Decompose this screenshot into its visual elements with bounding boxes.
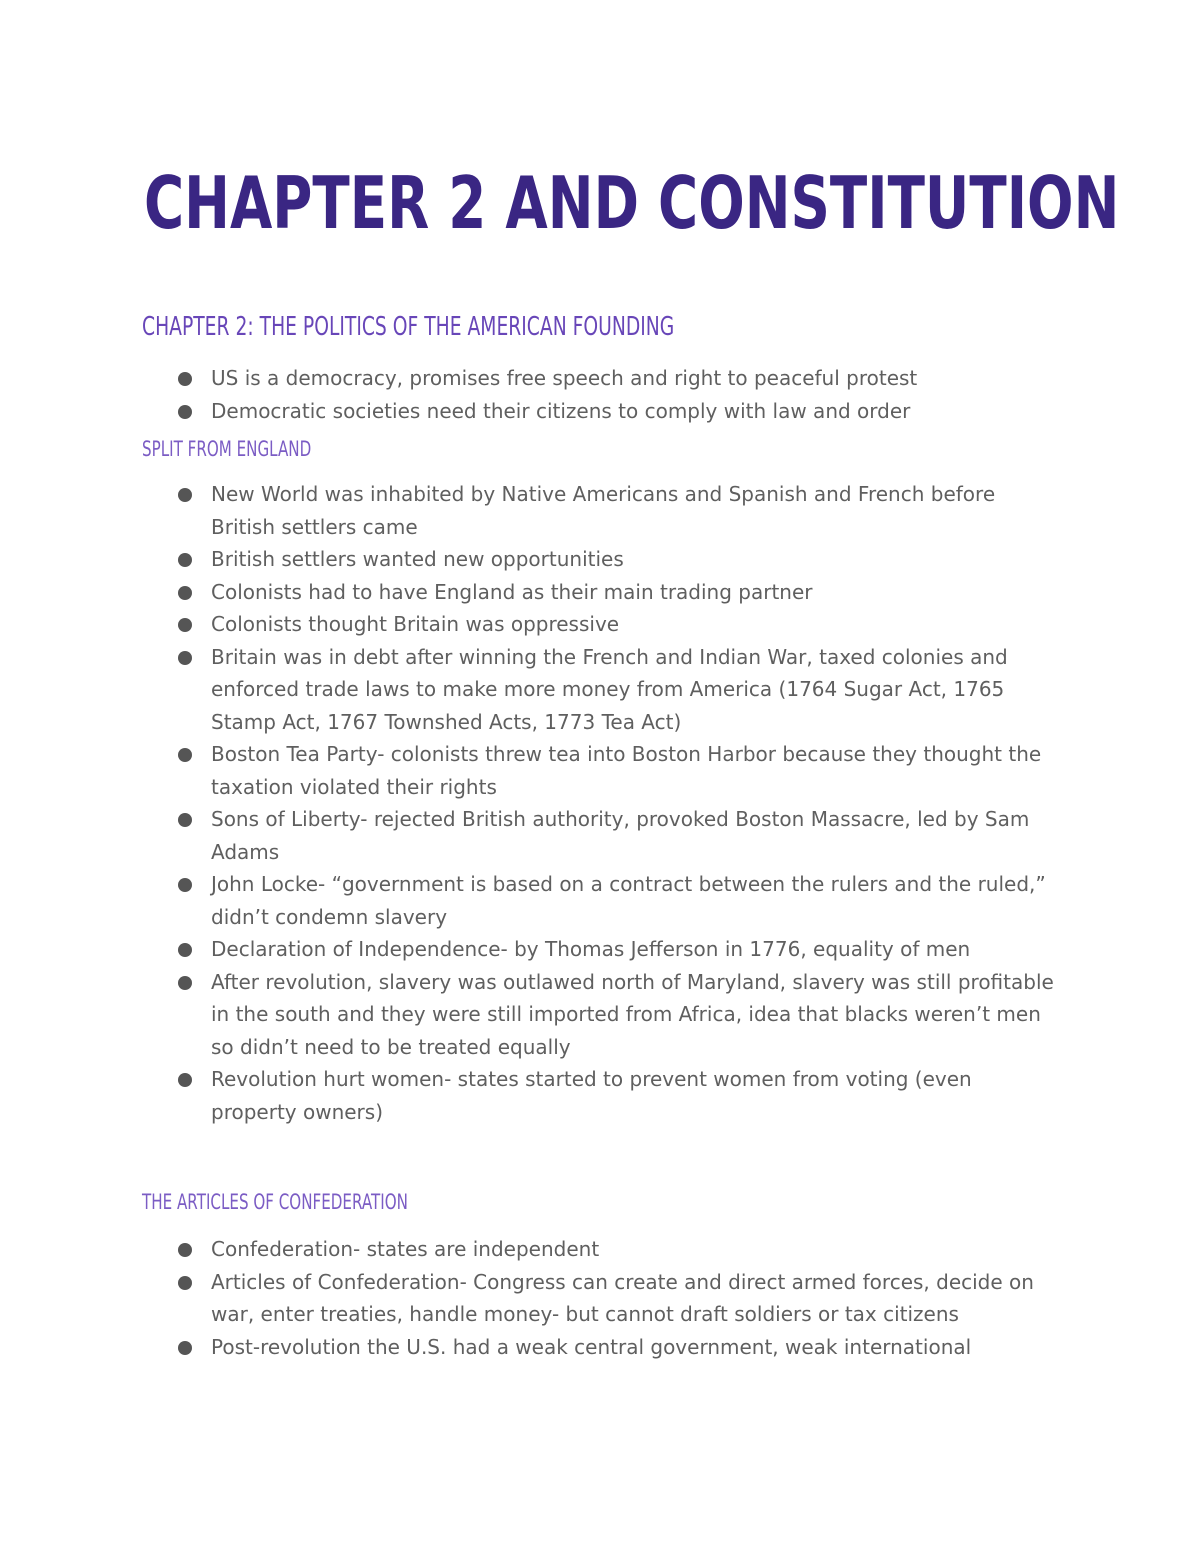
list-item: Colonists thought Britain was oppressive: [0, 608, 1061, 641]
list-item: Articles of Confederation- Congress can create and direct armed forces, decide on war, enter treaties, handle money- but cannot draft soldiers or tax citizens: [0, 1266, 1061, 1331]
bullet-icon: [178, 372, 192, 386]
bullet-list-politics-of-founding: [0, 362, 1200, 427]
list-item: New World was inhabited by Native Americans and Spanish and French before British settlers came: [0, 478, 1061, 543]
section-heading-split-from-england: SPLIT FROM ENGLAND: [142, 437, 312, 461]
list-item: Boston Tea Party- colonists threw tea into Boston Harbor because they thought the taxation violated their rights: [0, 738, 1061, 803]
bullet-icon: [178, 488, 192, 502]
list-item: Declaration of Independence- by Thomas Jefferson in 1776, equality of men: [0, 933, 1061, 966]
section-heading-articles-of-confederation: THE ARTICLES OF CONFEDERATION: [142, 1190, 408, 1214]
bullet-icon: [178, 1276, 192, 1290]
page-title: CHAPTER 2 AND CONSTITUTION: [144, 161, 1120, 245]
bullet-icon: [178, 943, 192, 957]
bullet-icon: [178, 586, 192, 600]
list-item: Confederation- states are independent: [0, 1233, 1061, 1266]
list-item: Democratic societies need their citizens to comply with law and order: [0, 395, 1061, 428]
list-item: US is a democracy, promises free speech and right to peaceful protest: [0, 362, 1061, 395]
bullet-icon: [178, 1341, 192, 1355]
bullet-icon: [178, 651, 192, 665]
list-item: John Locke- “government is based on a contract between the rulers and the ruled,” didn’t condemn slavery: [0, 868, 1061, 933]
section-heading-politics-of-founding: CHAPTER 2: THE POLITICS OF THE AMERICAN FOUNDING: [142, 312, 675, 342]
bullet-icon: [178, 976, 192, 990]
bullet-icon: [178, 553, 192, 567]
list-item: Sons of Liberty- rejected British authority, provoked Boston Massacre, led by Sam Adams: [0, 803, 1061, 868]
list-item: Colonists had to have England as their main trading partner: [0, 576, 1061, 609]
bullet-icon: [178, 878, 192, 892]
list-item: British settlers wanted new opportunities: [0, 543, 1061, 576]
list-item: Britain was in debt after winning the French and Indian War, taxed colonies and enforced trade laws to make more money from America (1764 Sugar Act, 1765 Stamp Act, 1767 Townshed Acts, 1773 Tea Act): [0, 641, 1061, 739]
bullet-list-split-from-england: [0, 478, 1200, 1128]
bullet-icon: [178, 813, 192, 827]
bullet-icon: [178, 1073, 192, 1087]
bullet-icon: [178, 1243, 192, 1257]
list-item: After revolution, slavery was outlawed north of Maryland, slavery was still profitable in the south and they were still imported from Africa, idea that blacks weren’t men so didn’t need to be treated equally: [0, 966, 1061, 1064]
bullet-list-articles-of-confederation: [0, 1233, 1200, 1363]
list-item: Post-revolution the U.S. had a weak central government, weak international: [0, 1331, 1061, 1364]
bullet-icon: [178, 618, 192, 632]
bullet-icon: [178, 748, 192, 762]
bullet-icon: [178, 405, 192, 419]
list-item: Revolution hurt women- states started to prevent women from voting (even property owners): [0, 1063, 1061, 1128]
